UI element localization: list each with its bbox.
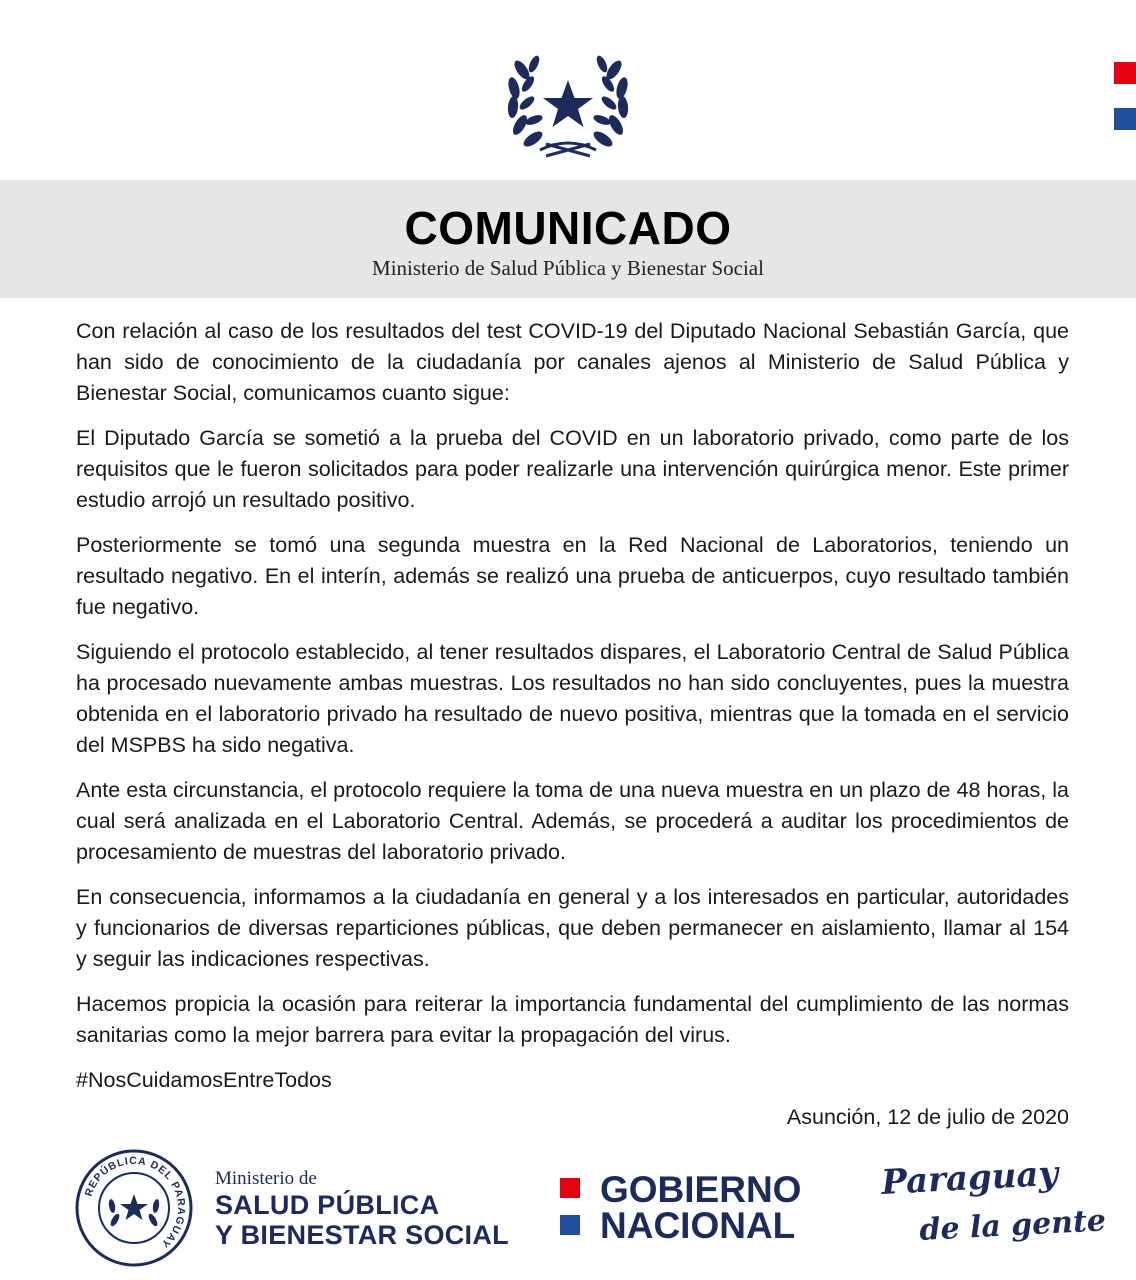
- gov-line1: GOBIERNO: [600, 1169, 802, 1210]
- paraguay-de-la-gente-logo: [876, 1152, 1107, 1252]
- paragraph-4: Siguiendo el protocolo establecido, al tener resultados dispares, el Laboratorio Central de Salud Pública ha procesado nuevamente ambas muestras. Los resultados no han sido concluyentes, pues la muestra obtenida en el laboratorio privado ha resultado de nuevo positiva, mientras que la tomada en el servicio del MSPBS ha sido negativa.: [76, 640, 1069, 757]
- seal-text: REPÚBLICA DEL PARAGUAY: [82, 1154, 188, 1251]
- gov-line2: NACIONAL: [600, 1205, 796, 1246]
- flag-red-square: [1114, 62, 1136, 84]
- gov-flag-squares: [560, 1178, 580, 1252]
- paragraph-5: Ante esta circunstancia, el protocolo requiere la toma de una nueva muestra en un plazo de 48 horas, la cual será analizada en el Laboratorio Central. Además, se procederá a auditar los procedimientos de procesamiento de muestras del laboratorio privado.: [76, 778, 1069, 864]
- paragraph-6: En consecuencia, informamos a la ciudadanía en general y a los interesados en particular, autoridades y funcionarios de diversas reparticiones públicas, que deben permanecer en aislamiento, llamar al 154 y seguir las indicaciones respectivas.: [76, 885, 1069, 971]
- gov-text: [600, 1169, 802, 1246]
- page-title: COMUNICADO: [404, 202, 732, 254]
- page-subtitle: Ministerio de Salud Pública y Bienestar Social: [372, 256, 764, 280]
- slogan-line1: Paraguay: [880, 1153, 1060, 1203]
- star-laurel-wreath-icon: [500, 40, 636, 162]
- place-date: Asunción, 12 de julio de 2020: [786, 1105, 1069, 1129]
- paragraph-3: Posteriormente se tomó una segunda muestra en la Red Nacional de Laboratorios, teniendo un resultado negativo. En el interín, además se realizó una prueba de anticuerpos, cuyo resultado también fue negativo.: [76, 533, 1069, 619]
- hashtag: #NosCuidamosEntreTodos: [76, 1068, 332, 1092]
- flag-marks: [1114, 62, 1136, 154]
- ministry-logo-line1: Ministerio de: [215, 1168, 317, 1189]
- republica-seal-icon: [74, 1148, 194, 1268]
- slogan-line2: de la gente: [918, 1203, 1107, 1248]
- document-body: [76, 316, 1069, 1110]
- gov-red-square: [560, 1178, 580, 1198]
- ministry-logo: [215, 1168, 509, 1250]
- paragraph-1: Con relación al caso de los resultados del test COVID-19 del Diputado Nacional Sebastián García, que han sido de conocimiento de la ciudadanía por canales ajenos al Ministerio de Salud Pública y Bienestar Social, comunicamos cuanto sigue:: [76, 319, 1069, 405]
- footer-logos: [0, 1140, 1136, 1280]
- gov-blue-square: [560, 1215, 580, 1235]
- paragraph-7: Hacemos propicia la ocasión para reiterar la importancia fundamental del cumplimiento de las normas sanitarias como la mejor barrera para evitar la propagación del virus.: [76, 992, 1069, 1047]
- ministry-logo-line2: SALUD PÚBLICA: [215, 1190, 440, 1220]
- header-band: [0, 180, 1136, 298]
- ministry-logo-line3: Y BIENESTAR SOCIAL: [215, 1220, 509, 1250]
- paragraph-2: El Diputado García se sometió a la prueba del COVID en un laboratorio privado, como parte de los requisitos que le fueron solicitados para poder realizarle una intervención quirúrgica menor. Este primer estudio arrojó un resultado positivo.: [76, 426, 1069, 512]
- flag-blue-square: [1114, 108, 1136, 130]
